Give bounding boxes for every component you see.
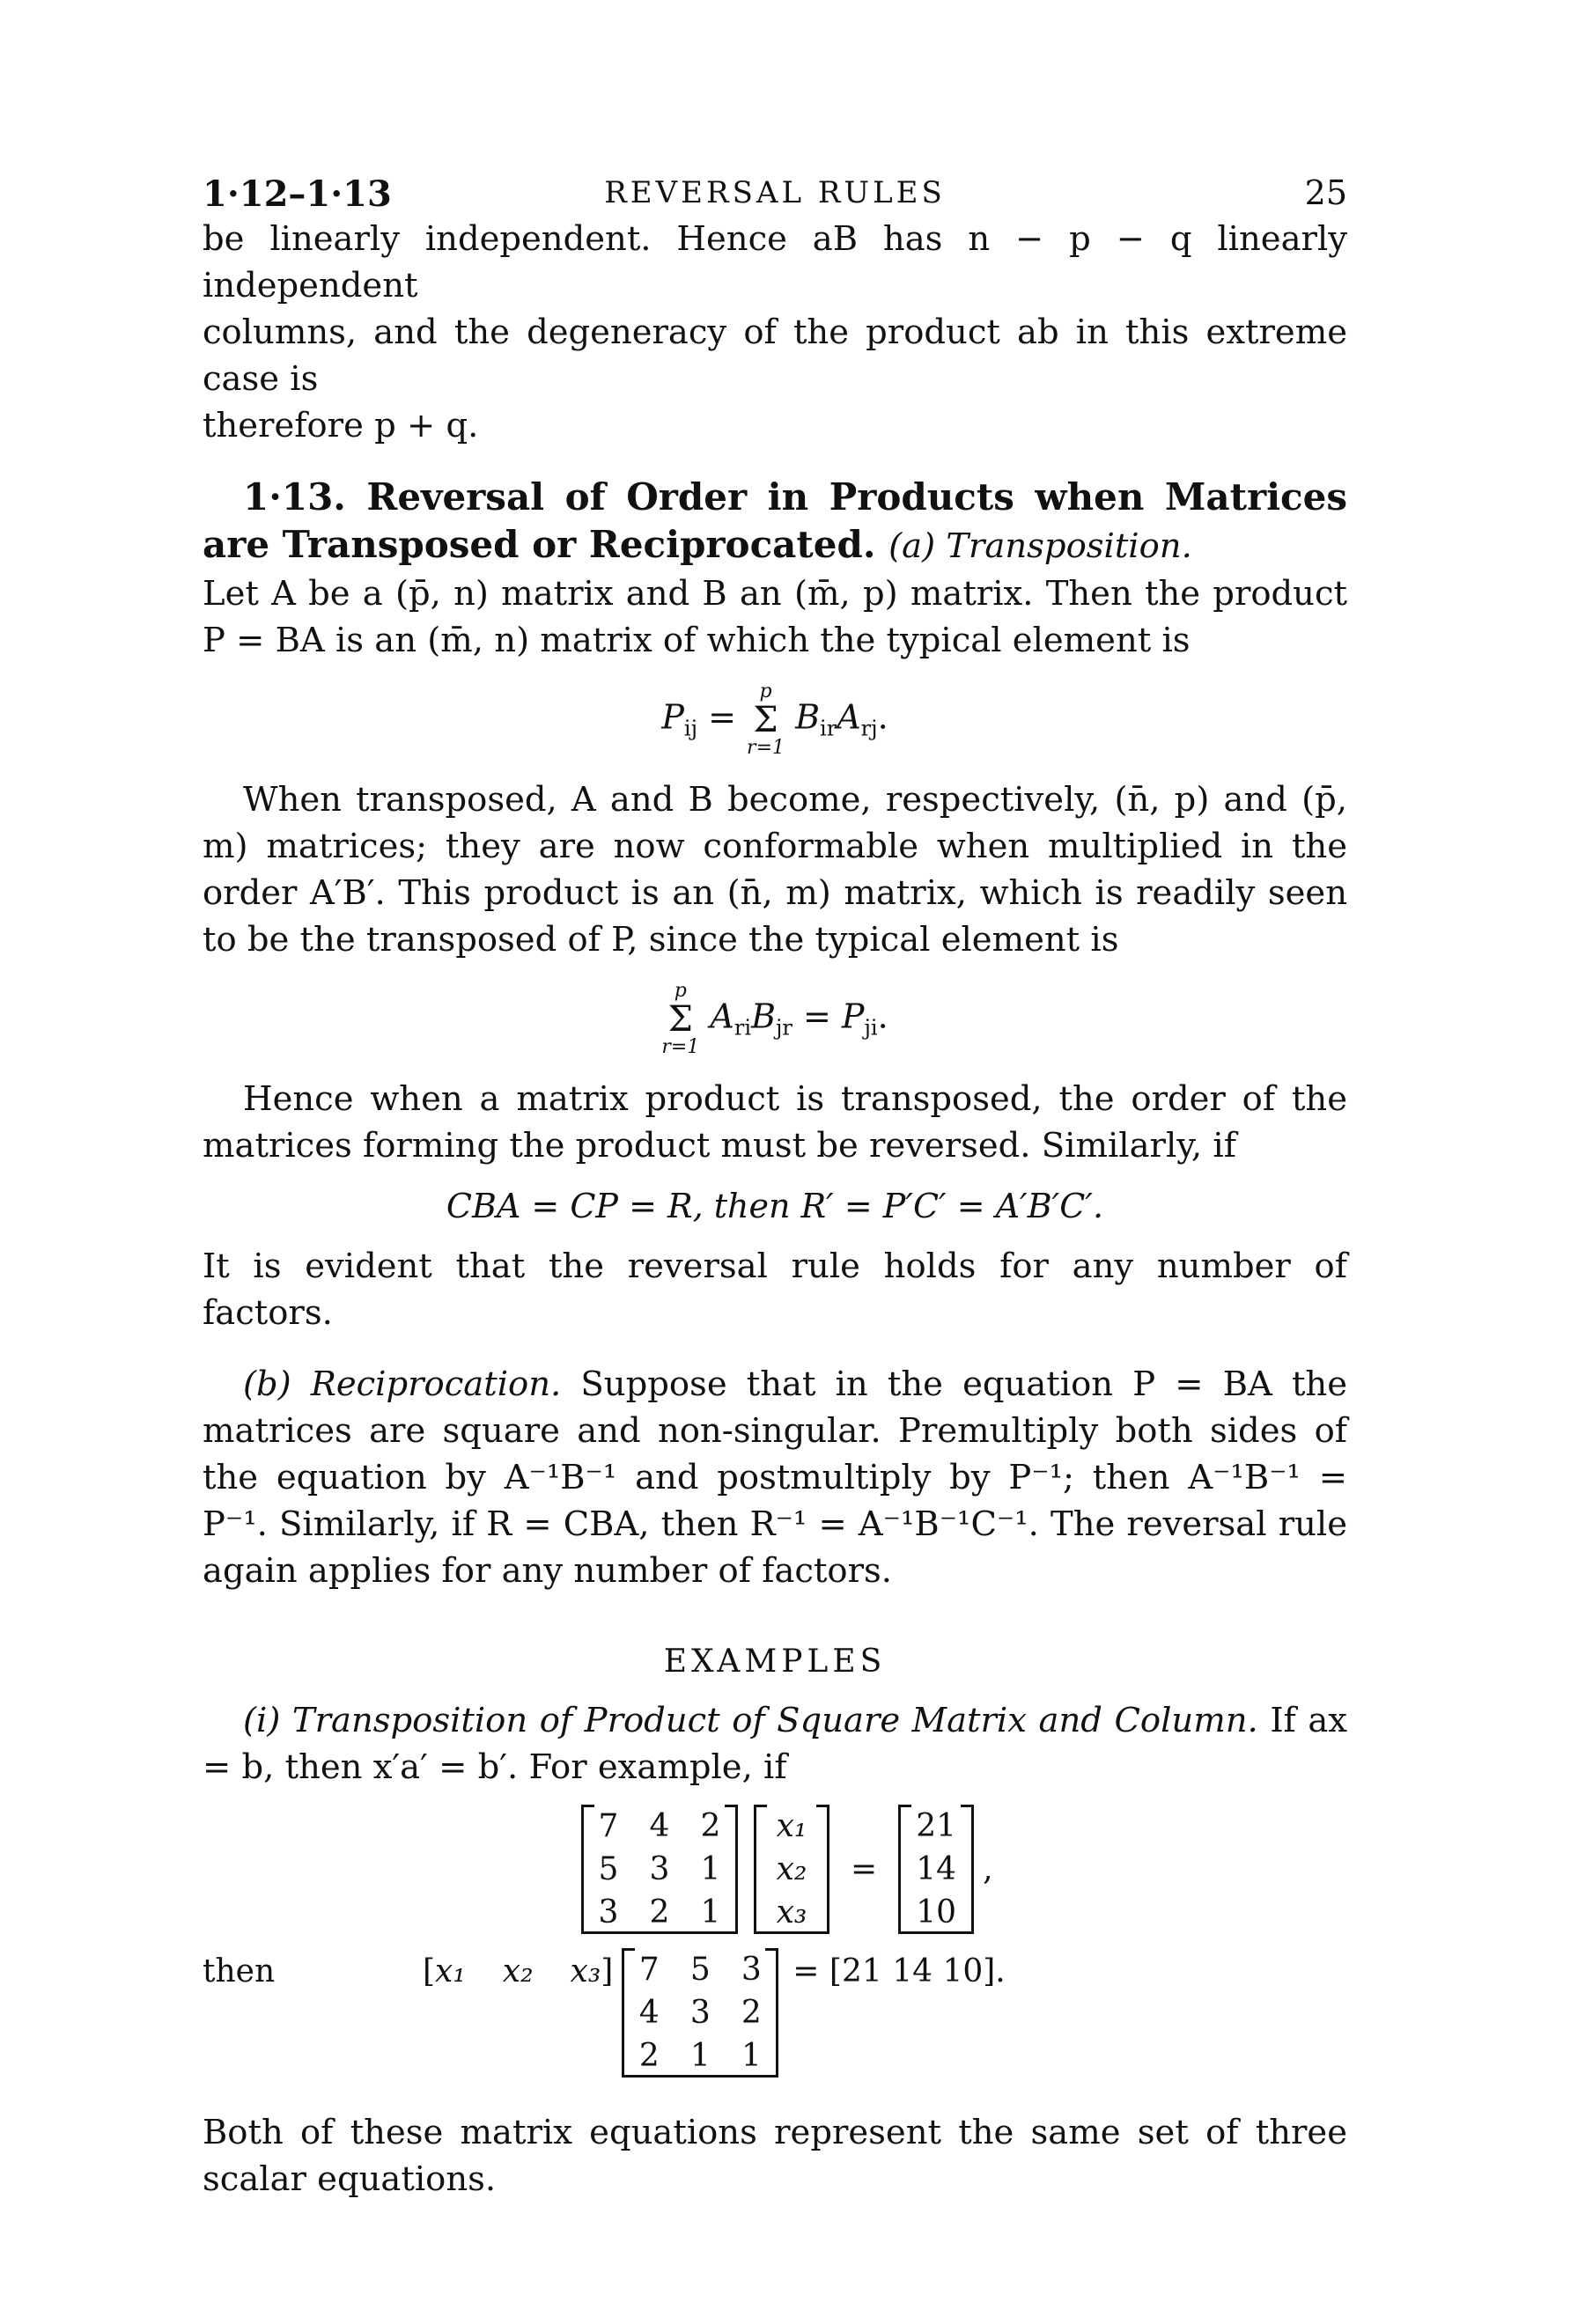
paragraph-1: Let A be a (p̄, n) matrix and B an (m̄, p) matrix. Then the product P = BA is an (m̄, n) matrix of which the typical element is	[203, 574, 1347, 660]
matrix-cell: 1	[700, 1851, 721, 1887]
eq2-lower: r=1	[661, 1036, 700, 1058]
section-heading	[203, 474, 1347, 570]
example-1	[203, 1697, 1347, 1791]
matrix-cell: 14	[916, 1851, 957, 1887]
section-heading-text: 1·13. Reversal of Order in Products when Matrices are Transposed or Reciprocated.	[203, 475, 1347, 566]
eq2-a-sub: ri	[734, 1015, 751, 1041]
matrix-cell: 1	[700, 1894, 721, 1931]
intro-line-1: be linearly independent. Hence aB has n − p − q linearly independent	[203, 219, 1347, 305]
closing-paragraph: Both of these matrix equations represent the same set of three scalar equations.	[203, 2113, 1347, 2199]
equals-sign: =	[851, 1851, 878, 1887]
matrix-cell: 1	[689, 2038, 711, 2074]
eq2-b-sub: jr	[775, 1015, 792, 1041]
page-number: 25	[1304, 173, 1347, 212]
matrix-cell: x₃	[776, 1894, 807, 1931]
row-vector-x: [ x₁ x₂ x₃ ]	[423, 1953, 614, 1989]
matrix-cell: 10	[916, 1894, 957, 1931]
matrix-cell: 4	[638, 1995, 660, 2031]
eq1-lower: r=1	[747, 737, 785, 759]
vector-x	[754, 1805, 829, 1934]
row-vector-b: = [21 14 10].	[792, 1953, 1006, 1989]
examples-title: EXAMPLES	[663, 1644, 887, 1680]
eq1-rhs-sub2: rj	[860, 716, 878, 741]
example-1-label: (i) Transposition of Product of Square Matrix and Column.	[243, 1701, 1258, 1740]
intro-line-2: columns, and the degeneracy of the product ab in this extreme case is	[203, 313, 1347, 399]
equation-3: CBA = CP = R, then R′ = P′C′ = A′B′C′.	[446, 1187, 1104, 1225]
row-vector-entry: x₁	[435, 1953, 466, 1989]
eq1-rhs-b: B	[795, 697, 821, 737]
paragraph-2: When transposed, A and B become, respectively, (n̄, p) and (p̄, m) matrices; they are now conformable when multiplied in the order A′B′. This product is an (n̄, m) matrix, which is readily seen to be the transposed of P, since the typical element is	[203, 780, 1347, 960]
matrix-cell: 5	[689, 1952, 711, 1988]
eq1-upper: p	[759, 680, 772, 702]
paragraph-4: It is evident that the reversal rule holds for any number of factors.	[203, 1247, 1347, 1333]
matrix-cell: x₁	[776, 1808, 807, 1844]
then-word: then	[203, 1953, 276, 1989]
matrix-a-transposed	[622, 1948, 778, 2078]
matrix-cell: 21	[916, 1808, 957, 1844]
transposition-label: (a) Transposition.	[888, 526, 1192, 566]
matrix-cell: 7	[638, 1952, 660, 1988]
equation-2: p Σ r=1 $A_{ri}B_{jr} = P_{ji}$.	[661, 980, 888, 1058]
matrix-cell: 3	[649, 1851, 670, 1887]
matrix-cell: 1	[741, 2038, 762, 2074]
eq1-rhs-sub1: ir	[820, 716, 837, 741]
eq1-rhs-a: A	[837, 697, 861, 737]
eq1-lhs-sub: ij	[683, 716, 698, 741]
row-vector-entry: x₃	[570, 1953, 601, 1989]
vector-b	[898, 1805, 974, 1934]
eq2-a: A	[710, 997, 734, 1036]
eq2-b: B	[751, 997, 776, 1036]
eq2-rhs-sub: ji	[864, 1015, 878, 1041]
matrix-cell: 2	[700, 1808, 721, 1844]
eq2-rhs: P	[841, 997, 865, 1036]
matrix-cell: 3	[689, 1995, 711, 2031]
equation-ax-b	[203, 1805, 1347, 1934]
matrix-cell: 7	[598, 1808, 619, 1844]
example-1-text: If ax = b, then x′a′ = b′. For example, if	[203, 1701, 1347, 1787]
book-page	[203, 163, 1347, 2203]
matrix-cell: 5	[598, 1851, 619, 1887]
matrix-cell: 3	[741, 1952, 762, 1988]
equation-transposed	[203, 1948, 1347, 2078]
eq2-upper: p	[674, 980, 687, 1002]
sum-symbol-1: p Σ r=1	[747, 680, 785, 759]
running-header	[203, 163, 1347, 216]
running-title: REVERSAL RULES	[604, 175, 946, 210]
intro-line-3: therefore p + q.	[203, 406, 479, 445]
matrix-a	[581, 1805, 738, 1934]
section-range: 1·12–1·13	[203, 173, 392, 215]
eq1-lhs: P	[661, 697, 684, 737]
matrix-cell: 2	[649, 1894, 670, 1931]
matrix-cell: 2	[638, 2038, 660, 2074]
matrix-cell: x₂	[776, 1851, 807, 1887]
row-vector-entry: x₂	[502, 1953, 534, 1989]
paragraph-5-text: Suppose that in the equation P = BA the matrices are square and non-singular. Premultiply both sides of the equation by A⁻¹B⁻¹ and postmultiply by P⁻¹; then A⁻¹B⁻¹ = P⁻¹. Similarly, if R = CBA, then R⁻¹ = A⁻¹B⁻¹C⁻¹. The reversal rule again applies for any number of factors.	[203, 1364, 1348, 1591]
sum-symbol-2: p Σ r=1	[661, 980, 700, 1058]
equation-1: $P_{ij}$ = p Σ r=1 $B_{ir}A_{rj}$.	[661, 680, 888, 759]
matrix-cell: 4	[649, 1808, 670, 1844]
paragraph-3: Hence when a matrix product is transposed, the order of the matrices forming the product must be reversed. Similarly, if	[203, 1079, 1347, 1166]
matrix-cell: 2	[741, 1995, 762, 2031]
matrix-cell: 3	[598, 1894, 619, 1931]
comma: ,	[983, 1851, 993, 1887]
paragraph-5	[203, 1361, 1347, 1594]
reciprocation-label: (b) Reciprocation.	[243, 1364, 562, 1404]
